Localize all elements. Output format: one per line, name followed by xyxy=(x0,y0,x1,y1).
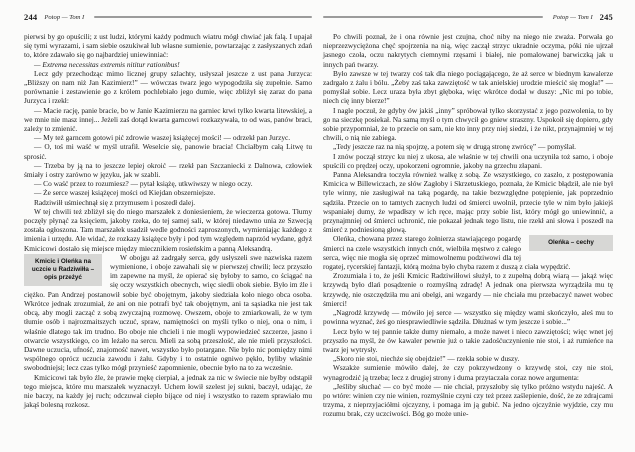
paragraph: — Co waść przez to rozumiesz? — pytał książę, utkwiwszy w niego oczy. xyxy=(34,179,253,189)
paragraph: Panna Aleksandra toczyła również walkę z sobą. Ze wszystkiego, co zaszło, z postępowania Kmicica w Billewiczach, ze słów Zagłoby i Skrzetuskiego, poznała, że Kmicic błądził, ale nie był tyle winny, nie zasługiwał na taką pogardę, na takie bezwzględne potępienie, jak poprzednio sądziła. Przecie on to tamtych zacnych ludzi od śmierci uwolnił, przecie tyle w nim było jakiejś wspaniałej dumy, że wpadłszy w ich ręce, mając przy sobie list, który mógł go uniewinnić, a przynajmniej od śmierci uchronić, nie pokazał jednak tego listu, nie rzekł ani słowa i poszedł na śmierć z podniesioną głową. xyxy=(323,170,613,235)
paragraph-with-note xyxy=(24,253,312,373)
page-body-text xyxy=(323,32,613,419)
running-title: Potop — Tom I xyxy=(552,13,593,21)
paragraph: Po chwili poznał, że i ona równie jest czujna, choć niby na niego nie zważa. Porwała go nieprzezwyciężona chęć spojrzenia na nią, więc zaczął strzyc ukradnie oczyma, póki nie ujrzał jasnego czoła, oczu nakrytych ciemnymi rzęsami i białej, nie pomalowanej barwiczką jak u innych pań twarzy. xyxy=(323,32,613,69)
header-rule xyxy=(94,16,312,18)
page-header xyxy=(24,11,312,23)
paragraph: I znów począł strzyc ku niej z ukosa, ale właśnie w tej chwili ona uczyniła toż samo, i oboje spuścili co prędzej oczy, upokorzeni ogromnie, jakoby na grzechu złapani. xyxy=(323,151,613,170)
paragraph: — My też garncem gotowi pić zdrowie waszej książęcej mości! — odrzekł pan Jurzyc. xyxy=(34,133,291,143)
page-right xyxy=(323,11,613,419)
page-body-text xyxy=(24,32,312,409)
margin-note: Oleńka – cechy xyxy=(529,235,613,251)
running-title: Potop — Tom I xyxy=(44,13,85,21)
paragraph: — O, toś mi waść w myśl utrafił. Weselcie się, panowie bracia! Chciałbym całą Litwę tu sprosić. xyxy=(24,142,312,161)
paragraph: Było zawsze w tej twarzy coś tak dla niego pociągającego, że aż serce w biednym kawalerze zadrgało z żalu i bólu. „Żeby zaś taka zawziętość w tak anielskiej urodzie mieścić się mogła!” — pomyślał sobie. Lecz uraza była zbyt głęboka, więc wkrótce dodał w duszy: „Nic mi po tobie, niech cię inny bierze!” xyxy=(323,68,613,106)
header-rule xyxy=(323,16,543,18)
paragraph-with-note xyxy=(323,234,613,271)
paragraph-text: W obojgu aż zadrgały serca, gdy usłyszeli swe nazwiska razem wymienione, i oboje zawahali się w pierwszej chwili; lecz przyszło im zapewne na myśl, że opierać się byłoby to samo, co ściągać na się oczy wszystkich obecnych, więc siedli obok siebie. Było im źle i ciężko. Pan Andrzej postanowił sobie być obojętnym, jakoby siedziała koło niego obca osoba. Wkrótce jednak zrozumiał, że ani on nie potrafi być tak obojętnym, ani ta sąsiadka nie jest tak obcą, aby mogli zacząć z sobą zwyczajną rozmowę. Owszem, oboje to zmiarkowali, że w tym tłumie osób i najrozmaitszych uczuć, spraw, namiętności on myśli tylko o niej, ona o nim, i właśnie dlatego tak im trudno. Bo oboje nie chcieli i nie mogli wypowiedzieć szczerze, jasno i otwarcie wszystkiego, co im leżało na sercu. Mieli za sobą przeszłość, ale nie mieli przyszłości. Dawne uczucia, ufność, znajomość nawet, wszystko było potargane. Nie było nic pomiędzy nimi wspólnego oprócz uczucia zawodu i żalu. Gdyby i to ostatnie ogniwo pękło, byliby właśnie swobodniejsi; lecz czas tylko mógł przynieść zapomnienie, obecnie było na to za wcześnie. xyxy=(24,252,312,373)
paragraph: Zrozumiała i to, że jeśli Kmicic Radziwiłłowi służył, to z zupełną dobrą wiarą — jakąż więc krzywdą było dlań posądzenie o rozmyślną zdradę! A jednak ona pierwsza wyrządziła mu tę krzywdę, nie oszczędziła mu ani obelgi, ani wzgardy — nie chciała mu przebaczyć nawet wobec śmierci! xyxy=(323,271,613,308)
page-left xyxy=(24,11,312,409)
paragraph: „Nagrodź krzywdę — mówiło jej serce — wszystko się między wami skończyło, aleś mu to powinna wyznać, żeś go niesprawiedliwie sądziła. Dłużnaś w tym jeszcze i sobie...” xyxy=(323,308,613,327)
paragraph: Radziwiłł uśmiechnął się z przymusem i poszedł dalej. xyxy=(34,197,196,207)
page-header xyxy=(323,11,613,23)
paragraph: W tej chwili też zbliżył się do niego marszałek z doniesieniem, że wieczerza gotowa. Tłumy poczęły płynąć za księciem, jakoby rzeka, do tej samej sali, w której niedawno unia ze Szwecją została ogłoszona. Tam marszałek usadził wedle godności zaproszonych, wymieniając każdego z imienia i urzędu. Ale widać, że rozkazy książęce były i pod tym względem naprzód wydane, gdyż Kmicicowi dostało się miejsce między miecznikiem rosieńskim a panną Aleksandrą. xyxy=(24,206,312,253)
paragraph: pierwsi by go opuścili; z ust ludzi, którymi każdy podmuch wiatru mógł chwiać jak falą. I upajał się tymi wyrazami, i sam siebie oszukiwał lub własne sumienie, powtarzając z zasłyszanych zdań to, które zdawało się go najbardziej uniewinniać: xyxy=(24,32,312,60)
paragraph: — Że serce waszej książęcej mości od Kiejdan obszerniejsze. xyxy=(34,188,216,198)
paragraph: „Tedy jeszcze raz na nią spojrzę, a potem się w drugą stronę zwrócę” — pomyślał. xyxy=(333,142,576,152)
paragraph: Lecz było w tej pannie także dumy niemało, a może nawet i nieco zawziętości; więc wnet jej przyszło na myśl, że ów kawaler pewnie już o takie zadośćuczynienie nie stoi, i aż rumieńce na twarz jej wytrysły. xyxy=(323,326,613,354)
paragraph-text: Oleńka, chowana przez starego żołnierza stawiającego pogardę śmierci na czele wszystkich innych cnót, wielbiła męstwo z całego serca, więc nie mogła się oprzeć mimowolnemu podziwowi dla tej rogatej, rycerskiej fantazji, którą można było chyba razem z duszą z ciała wypędzić. xyxy=(323,234,571,272)
paragraph: „Skoro nie stoi, niechże się obejdzie!” — rzekła sobie w duszy. xyxy=(333,354,520,364)
paragraph: — Macie rację, panie bracie, bo w Janie Kazimierzu na garniec krwi tylko kwarta litewskiej, a we mnie nie masz innej... Jeżeli zaś dotąd kwarta garncowi rozkazywała, to od was, panów braci, zależy to zmienić. xyxy=(24,105,312,134)
page-number: 244 xyxy=(24,12,38,22)
paragraph: I nagle poczuł, że gdyby ów jakiś „inny” spróbował tylko skorzystać z jego pozwolenia, to by go na sieczkę posiekał. Na samą myśl o tym chwycił go gniew straszny. Uspokoił się dopiero, gdy sobie przypomniał, że to przecie on sam, nie kto inny przy niej siedzi, i że nikt, przynajmniej w tej chwili, o nią nie zabiega. xyxy=(323,105,613,143)
paragraph: Wszakże sumienie mówiło dalej, że czy pokrzywdzony o krzywdę stoi, czy nie stoi, wynagrodzić ją trzeba; lecz z drugiej strony i duma przytaczała coraz nowe argumenta: xyxy=(323,363,613,382)
paragraph-latin-quote: — Extrema necessitas extremis nititur rationibus! xyxy=(34,59,180,69)
paragraph: Lecz gdy przechodząc mimo licznej grupy szlachty, usłyszał jeszcze z ust pana Jurzyca: „Bliższy on nam niż Jan Kazimierz!” — wówczas twarz jego wypogodziła się zupełnie. Samo porównanie i zestawienie go z królem pochlebiało jego dumie, więc zbliżył się zaraz do pana Jurzyca i rzekł: xyxy=(24,68,312,106)
paragraph: — Trzeba by ją na to jeszcze lepiej okroić — rzekł pan Szczaniecki z Dalnowa, człowiek śmiały i ostry zarówno w języku, jak w szabli. xyxy=(24,160,312,180)
paragraph: „Jeśliby słuchać — co być może — nie chciał, przyszłoby się tylko próżno wstydu najeść. A po wtóre: winien czy nie winien, rozmyślnie czyni czy też przez zaślepienie, dość, że ze zdrajcami trzyma, z nieprzyjaciółmi ojczyzny, i pomaga im ją gubić. Na jedno ojczyźnie wyjdzie, czy mu rozumu brak, czy uczciwości. Bóg go może unie- xyxy=(323,381,613,419)
page-number: 245 xyxy=(599,12,613,22)
paragraph: Kmicicowi tak było źle, że prawie mękę cierpiał, a jednak za nic w świecie nie byłby odstąpił tego miejsca, które mu marszałek wyznaczył. Uchem łowił szelest jej sukni, baczył, udając, że nie baczy, na każdy jej ruch; odczuwał ciepło bijące od niej i wszystko to razem sprawiało mu jakąś bolesną rozkosz. xyxy=(24,372,312,410)
margin-note: Kmicic i Oleńka na uczcie u Radziwiłła – opis przeżyć xyxy=(24,254,102,286)
